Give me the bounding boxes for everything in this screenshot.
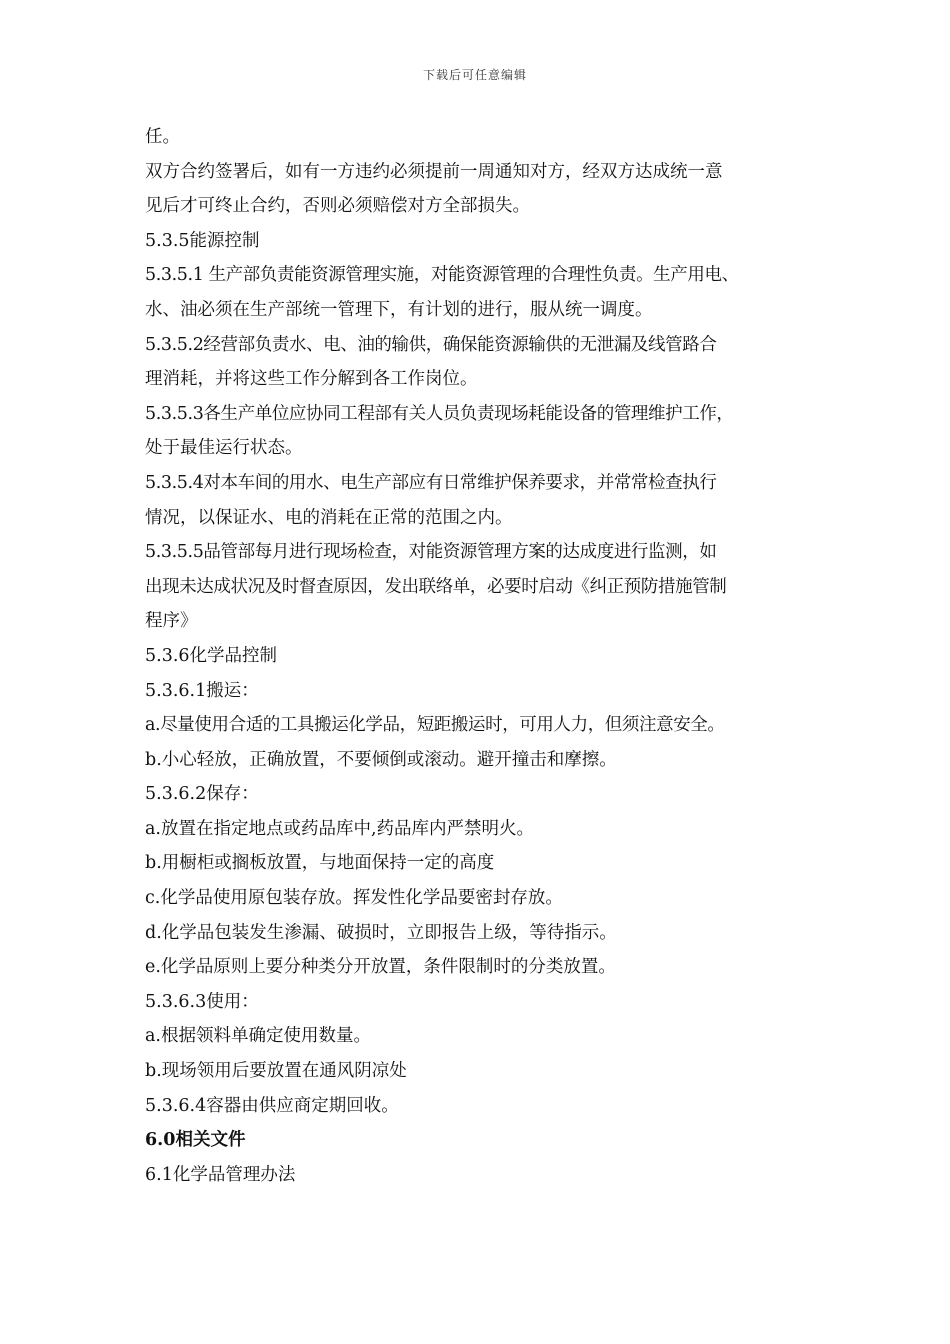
list-item: b.现场领用后要放置在通风阴凉处 bbox=[145, 1061, 407, 1082]
paragraph-line: 5.3.6.4容器由供应商定期回收。 bbox=[145, 1095, 399, 1116]
list-item: a.根据领料单确定使用数量。 bbox=[145, 1026, 371, 1047]
paragraph-line: 5.3.5.1 生产部负责能资源管理实施，对能资源管理的合理性负责。生产用电、 bbox=[145, 265, 739, 286]
paragraph-line: 5.3.5.4对本车间的用水、电生产部应有日常维护保养要求，并常常检查执行 bbox=[145, 472, 717, 493]
subsection-heading: 5.3.6.1搬运： bbox=[145, 680, 259, 701]
paragraph-line: 6.1化学品管理办法 bbox=[145, 1164, 296, 1185]
chapter-heading: 6.0相关文件 bbox=[145, 1130, 246, 1151]
document-body bbox=[145, 120, 825, 1192]
list-item: d.化学品包装发生渗漏、破损时，立即报告上级，等待指示。 bbox=[145, 922, 617, 943]
paragraph-line: 见后才可终止合约，否则必须赔偿对方全部损失。 bbox=[145, 196, 530, 217]
list-item: b.用橱柜或搁板放置，与地面保持一定的高度 bbox=[145, 853, 495, 874]
paragraph-line: 程序》 bbox=[145, 611, 198, 632]
paragraph-line: 理消耗，并将这些工作分解到各工作岗位。 bbox=[145, 369, 478, 390]
list-item: a.放置在指定地点或药品库中,药品库内严禁明火。 bbox=[145, 818, 535, 839]
section-heading: 5.3.6化学品控制 bbox=[145, 645, 278, 666]
page-header: 下载后可任意编辑 bbox=[422, 68, 527, 82]
section-heading: 5.3.5能源控制 bbox=[145, 230, 260, 251]
list-item: a.尽量使用合适的工具搬运化学品，短距搬运时，可用人力，但须注意安全。 bbox=[145, 715, 725, 736]
list-item: c.化学品使用原包装存放。挥发性化学品要密封存放。 bbox=[145, 888, 563, 909]
list-item: e.化学品原则上要分种类分开放置，条件限制时的分类放置。 bbox=[145, 957, 616, 978]
list-item: b.小心轻放，正确放置，不要倾倒或滚动。避开撞击和摩擦。 bbox=[145, 749, 617, 770]
paragraph-line: 出现未达成状况及时督查原因，发出联络单，必要时启动《纠正预防措施管制 bbox=[145, 576, 727, 597]
paragraph-line: 情况，以保证水、电的消耗在正常的范围之内。 bbox=[145, 507, 513, 528]
subsection-heading: 5.3.6.3使用： bbox=[145, 991, 259, 1012]
paragraph-line: 5.3.5.3各生产单位应协同工程部有关人员负责现场耗能设备的管理维护工作， bbox=[145, 403, 734, 424]
subsection-heading: 5.3.6.2保存： bbox=[145, 784, 259, 805]
paragraph-line: 5.3.5.2经营部负责水、电、油的输供，确保能资源输供的无泄漏及线管路合 bbox=[145, 334, 717, 355]
paragraph-line: 双方合约签署后，如有一方违约必须提前一周通知对方，经双方达成统一意 bbox=[145, 161, 723, 182]
paragraph-line: 5.3.5.5品管部每月进行现场检查，对能资源管理方案的达成度进行监测，如 bbox=[145, 542, 717, 563]
paragraph-line: 任。 bbox=[145, 127, 180, 147]
paragraph-line: 水、油必须在生产部统一管理下，有计划的进行，服从统一调度。 bbox=[145, 299, 653, 320]
paragraph-line: 处于最佳运行状态。 bbox=[145, 438, 303, 459]
